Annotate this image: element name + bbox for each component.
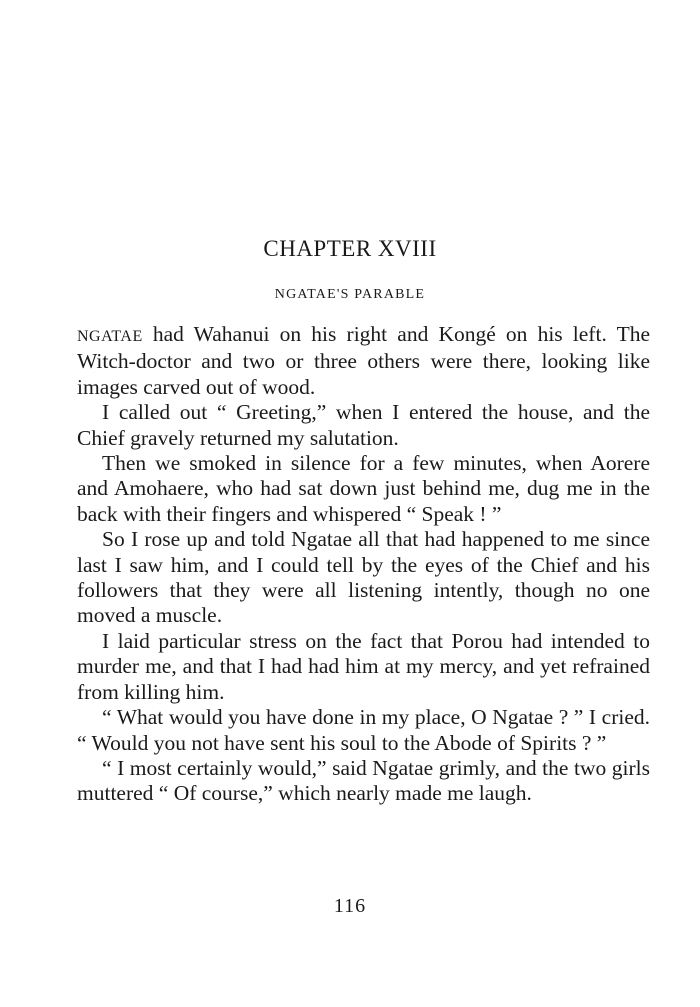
chapter-title: CHAPTER XVIII xyxy=(263,236,437,261)
paragraph: I laid particular stress on the fact that Porou had intended to murder me, and that I had had him at my mercy, and yet refrained from killing him. xyxy=(77,628,650,704)
page-number: 116 xyxy=(333,895,367,917)
paragraph-lead: NGATAE xyxy=(77,328,143,345)
paragraph: “ What would you have done in my place, O Ngatae ? ” I cried. “ Would you not have sent his soul to the Abode of Spirits ? ” xyxy=(77,705,650,755)
paragraph: Then we smoked in silence for a few minutes, when Aorere and Amohaere, who had sat down just behind me, dug me in the back with their fingers and whispered “ Speak ! ” xyxy=(77,451,650,526)
chapter-subtitle: NGATAE'S PARABLE xyxy=(274,287,426,302)
paragraph: I called out “ Greeting,” when I entered the house, and the Chief gravely returned my salutation. xyxy=(77,400,650,450)
paragraph xyxy=(77,322,650,400)
paragraph: “ I most certainly would,” said Ngatae grimly, and the two girls muttered “ Of course,” which nearly made me laugh. xyxy=(77,755,650,806)
paragraph-text: had Wahanui on his right and Kongé on his left. The Witch-doctor and two or three others were there, looking like images carved out of wood. xyxy=(77,322,650,399)
chapter-body xyxy=(77,322,650,807)
paragraph: So I rose up and told Ngatae all that had happened to me since last I saw him, and I could tell by the eyes of the Chief and his followers that they were all listening intently, though no one moved a muscle. xyxy=(77,527,650,628)
